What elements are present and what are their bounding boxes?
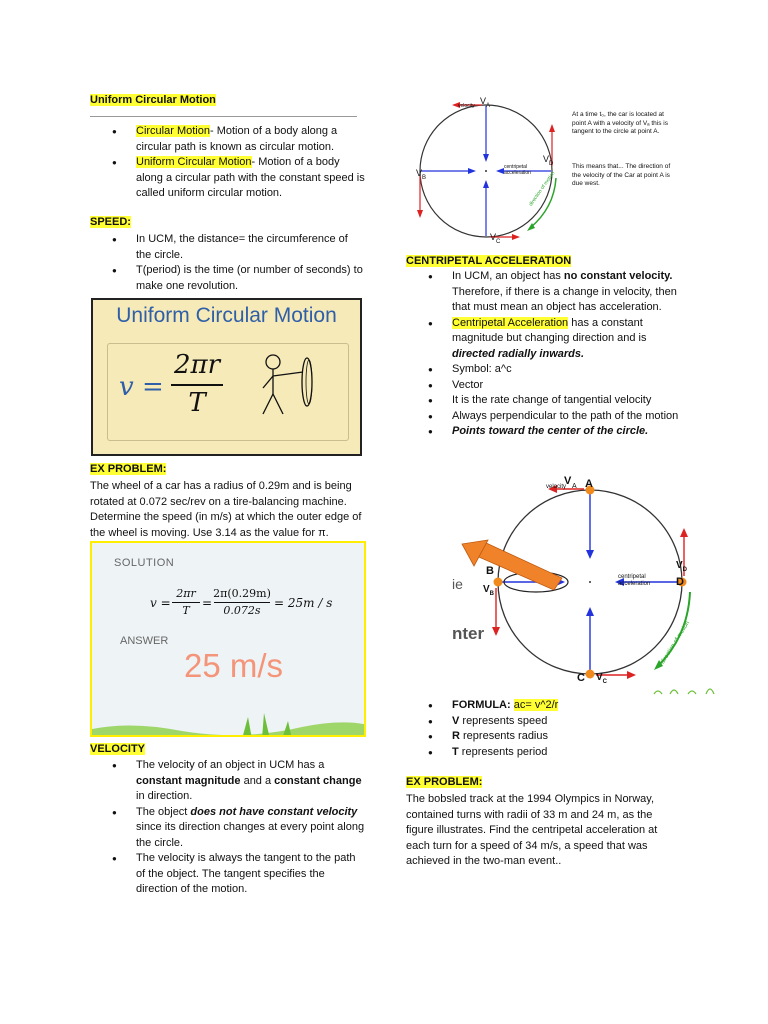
list-item-text: The velocity of an object in UCM has a — [136, 759, 325, 771]
list-item-text: does not have constant velocity — [190, 805, 358, 818]
speed-heading: SPEED: — [90, 216, 131, 228]
direction-label-small: direction of motion — [528, 170, 557, 208]
velocity-heading: VELOCITY — [90, 743, 146, 755]
point-d-label: D — [676, 576, 684, 588]
solution-f1-den: T — [182, 604, 190, 617]
list-item-text: The velocity is always the tangent to the path of the object. The tangent specifies the direction of the motion. — [136, 852, 356, 895]
list-item-text: Symbol: a^c — [452, 363, 512, 375]
vb-label-large: $V_B$ — [483, 584, 495, 597]
ex-problem-text-left: The wheel of a car has a radius of 0.29m and is being rotated at 0.072 sec/rev on a tire-balancing machine. Determine the speed (in m/s) at which the outer edge of the wheel is moving. Use 3.14 as the value for π. — [90, 480, 362, 539]
list-item-text: constant magnitude — [136, 774, 241, 787]
solution-bar2 — [214, 602, 270, 603]
cut-text-2: nter — [452, 624, 485, 643]
list-item — [406, 698, 686, 714]
list-item-text: no constant velocity. — [563, 270, 673, 282]
point-b-label: B — [486, 565, 494, 577]
list-item-text: R — [452, 730, 460, 742]
list-item-text: FORMULA: — [452, 699, 514, 711]
formula-numerator: 2πr — [173, 350, 221, 380]
diagram-top — [406, 96, 681, 248]
diagram-note-2: This means that... The direction of the velocity of the Car at point A is due west. — [572, 163, 671, 187]
vd-label-large: $V_D$ — [676, 560, 688, 573]
va-label-large: V — [564, 475, 572, 487]
list-item-text: directed radially inwards. — [452, 347, 585, 360]
solution-f1-num: 2πr — [176, 587, 196, 600]
list-item: ● T(period) is the time (or number of seconds) to make one revolution. — [90, 263, 365, 294]
answer-label: ANSWER — [120, 635, 169, 647]
list-item — [406, 316, 686, 363]
list-item-text: Vector — [452, 378, 484, 391]
list-item-text: Always perpendicular to the path of the motion — [452, 409, 679, 422]
list-item-text: Therefore, if there is a change in velocity, then that must mean an object has acceleration. — [452, 285, 677, 313]
stick-figure-icon — [253, 352, 333, 422]
list-item-text: has a constant magnitude but changing direction and is — [452, 316, 647, 344]
list-item-text: In UCM, an object has — [452, 270, 564, 282]
list-item-text: V — [452, 714, 460, 727]
vc-label-small: $V_C$ — [490, 232, 501, 245]
list-item-text: represents speed — [459, 714, 548, 727]
centripetal-heading: CENTRIPETAL ACCELERATION — [406, 255, 572, 267]
list-item — [90, 851, 365, 898]
list-item-text: constant change — [274, 774, 362, 787]
ex-problem-heading-right: EX PROBLEM: — [406, 776, 483, 788]
solution-f2-num: 2π(0.29m) — [213, 587, 271, 600]
velocity-label-small: velocity — [458, 103, 475, 109]
list-item-text: The object — [136, 805, 191, 818]
centripetal-label-small: centripetal acceleration — [504, 164, 531, 176]
list-item — [406, 269, 686, 316]
fraction-bar — [171, 384, 223, 386]
circle-diagram-small — [406, 96, 566, 248]
ex-problem-heading-left: EX PROBLEM: — [90, 463, 167, 475]
solution-bar1 — [172, 602, 200, 603]
list-item-text: in direction. — [136, 790, 193, 802]
list-item-text: and a — [240, 774, 275, 787]
list-item-text: since its direction changes at every point along the circle. — [136, 821, 365, 849]
cut-text-1: ie — [452, 576, 463, 592]
point-a-label: A — [585, 478, 593, 490]
intro-list — [90, 124, 365, 202]
formula-card-title: Uniform Circular Motion — [116, 304, 337, 327]
list-item — [406, 729, 686, 745]
va-label-small: $V_A$ — [480, 96, 491, 109]
point-c-label: C — [577, 672, 585, 684]
formula-lhs: v = — [119, 372, 164, 402]
solution-v: v = — [150, 596, 171, 610]
list-item: ● Circular Motion- Motion of a body along a circular path is known as circular motion. — [90, 124, 365, 155]
centripetal-label-large: centripetal acceleration — [618, 574, 651, 587]
list-item-text: Centripetal Acceleration — [452, 316, 569, 329]
diagram-bottom — [444, 474, 726, 696]
list-item-text: Points toward the center of the circle. — [452, 425, 649, 437]
title-divider — [90, 116, 357, 117]
vc-label-large: $V_C$ — [596, 672, 608, 685]
list-item-text: It is the rate change of tangential velocity — [452, 394, 652, 406]
list-item — [406, 745, 686, 761]
solution-card — [90, 541, 366, 737]
list-item: ● Uniform Circular Motion- Motion of a body along a circular path with the constant speed is called uniform circular motion. — [90, 155, 365, 202]
solution-label: SOLUTION — [114, 557, 175, 569]
solution-result: = 25m / s — [274, 596, 333, 610]
list-item-text: ac= v^2/r — [513, 699, 559, 711]
formula-list — [406, 698, 686, 760]
centripetal-list — [406, 269, 686, 440]
list-item — [406, 424, 686, 440]
list-item — [90, 758, 365, 805]
vd-label-small: $V_D$ — [543, 154, 554, 167]
list-item — [406, 409, 686, 425]
vb-label-small: $V_B$ — [416, 168, 427, 181]
list-item-text: represents period — [458, 745, 548, 758]
ex-problem-text-right: The bobsled track at the 1994 Olympics in Norway, contained turns with radii of 33 m and 24 m, as the figure illustrates. Find the centripetal acceleration at each turn for a speed of 34 m/s, a speed that was achieved in the two-man event.. — [406, 793, 658, 867]
va-sub-large: A — [572, 483, 577, 490]
diagram-note-1: At a time t₀, the car is located at point A with a velocity of Vₐ this is tangent to the circle at point A. — [572, 111, 668, 135]
list-item — [406, 393, 686, 409]
speed-list — [90, 232, 365, 294]
list-item-text: represents radius — [459, 730, 548, 742]
formula-card — [91, 298, 362, 456]
list-item: ● In UCM, the distance= the circumference of the circle. — [90, 232, 365, 263]
solution-f2-den: 0.072s — [223, 604, 261, 617]
grass-decoration-icon — [92, 703, 366, 737]
list-item — [406, 714, 686, 730]
velocity-list — [90, 758, 365, 898]
list-item — [406, 362, 686, 378]
velocity-label-large: velocity — [546, 484, 567, 490]
direction-label-large: direction of motion — [660, 620, 692, 666]
page-title: Uniform Circular Motion — [90, 94, 216, 106]
formula-denominator: T — [188, 388, 206, 418]
list-item-text: T — [452, 745, 459, 758]
solution-eq: = — [202, 596, 213, 610]
answer-value: 25 m/s — [184, 647, 284, 684]
list-item — [406, 378, 686, 394]
list-item — [90, 805, 365, 852]
